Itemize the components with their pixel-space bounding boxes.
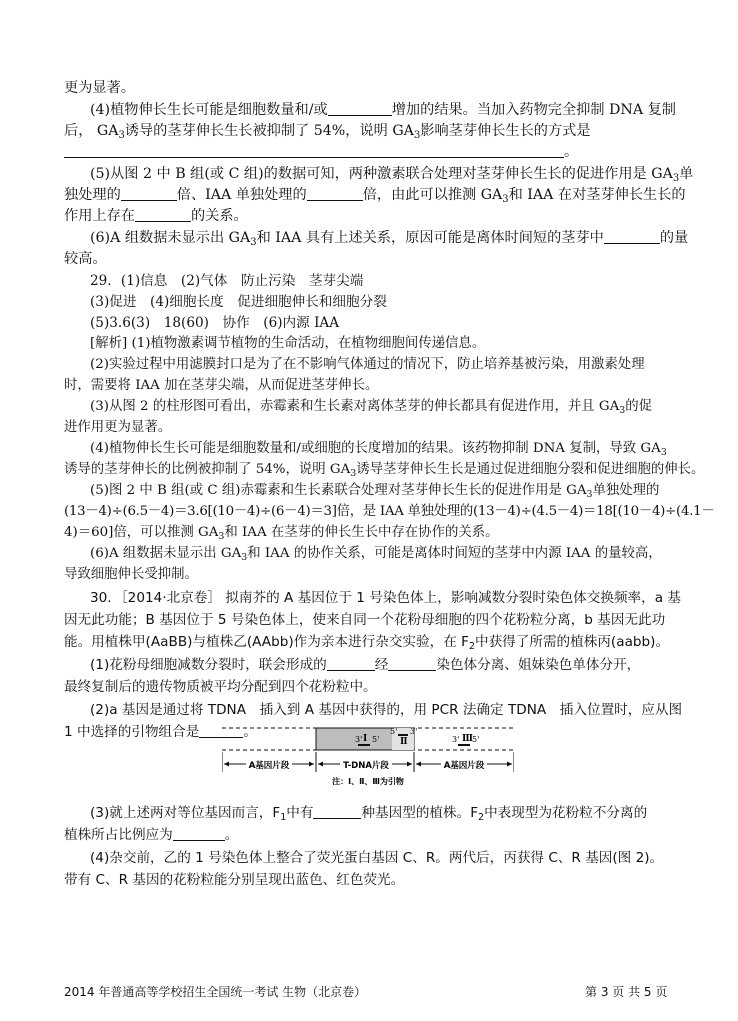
label-tdna: T-DNA片段 <box>343 761 389 771</box>
explanation-line: 4)＝60]倍，可以推测 $GA_3$和 IAA 在茎芽的伸长生长中存在协作的关系。 <box>64 525 499 542</box>
answer-blank <box>173 826 225 841</box>
footer-page-number: 第 3 页 共 5 页 <box>585 985 668 999</box>
answer-blank <box>604 229 660 244</box>
question-30-3: (3)就上述两对等位基因而言，$F_1$中有 种基因型的植株。$F_2$中表现型为花粉粒不分离的 <box>90 805 648 823</box>
answer-29-line: 29．(1)信息 (2)气体 防止污染 茎芽尖端 <box>90 273 364 289</box>
text-line: 较高。 <box>64 251 107 267</box>
primer-2-label: Ⅱ <box>400 737 408 747</box>
question-28-4: (4)植物伸长生长可能是细胞数量和/或 增加的结果。当加入药物完全抑制 DNA 复制 <box>90 102 676 118</box>
question-30-stem: 能。用植株甲(AaBB)与植株乙(AAbb)作为亲本进行杂交实验，在 $F_2$中获得了所需的植株丙(aabb)。 <box>64 634 670 652</box>
label-a-gene-left: A基因片段 <box>248 761 290 771</box>
explanation-line: (6)A 组数据未显示出 $GA_3$和 IAA 的协作关系，可能是离体时间短的茎芽中内源 IAA 的量较高， <box>90 546 662 563</box>
text-line: 1 中选择的引物组合是 。 <box>64 724 257 740</box>
explanation-line: 时，需要将 IAA 加在茎芽尖端，从而促进茎芽伸长。 <box>64 378 379 393</box>
question-30-stem: 30．［2014·北京卷］ 拟南芥的 A 基因位于 1 号染色体上，影响减数分裂时染色体交换频率，a 基 <box>90 590 681 606</box>
text-line: 。 <box>64 142 676 162</box>
explanation-line: (2)实验过程中用滤膜封口是为了在不影响气体通过的情况下，防止培养基被污染，用激素处理 <box>90 357 645 372</box>
question-30-1: (1)花粉母细胞减数分裂时，联会形成的 经 染色体分离、姐妹染色单体分开， <box>90 657 641 673</box>
primer-1-label: Ⅰ <box>363 734 368 744</box>
question-28-5: (5)从图 2 中 B 组(或 C 组)的数据可知，两种激素联合处理对茎芽伸长生长的促进作用是 $GA_3$单 <box>90 166 694 184</box>
svg-text:5': 5' <box>390 727 398 736</box>
label-a-gene-right: A基因片段 <box>443 761 485 771</box>
explanation-line: (13－4)÷(6.5－4)＝3.6[(10－4)÷(6－4)＝3]倍，是 IAA 单独处理的(13－4)÷(4.5－4)＝18[(10－4)÷(4.1－ <box>64 504 715 519</box>
svg-text:3': 3' <box>355 735 363 744</box>
answer-blank <box>328 101 392 116</box>
svg-text:5': 5' <box>472 735 480 744</box>
question-30-2: (2)a 基因是通过将 TDNA 插入到 A 基因中获得的，用 PCR 法确定 TDNA 插入位置时，应从图 <box>90 702 683 718</box>
text-line: 更为显著。 <box>64 80 135 96</box>
explanation-line: (5)图 2 中 B 组(或 C 组)赤霉素和生长素联合处理对茎芽伸长生长的促进作用是 $GA_3$单独处理的 <box>90 483 660 500</box>
answer-blank <box>313 804 361 819</box>
text-line: 作用上存在 的关系。 <box>64 208 248 224</box>
explanation-line: 导致细胞伸长受抑制。 <box>64 567 198 582</box>
question-30-stem: 因无此功能；B 基因位于 5 号染色体上，使来自同一个花粉母细胞的四个花粉粒分离，b 基因无此功 <box>64 612 666 628</box>
text-line: 后， $GA_3$诱导的茎芽伸长生长被抑制了 54%，说明 $GA_3$影响茎芽伸长生长的方式是 <box>64 123 591 141</box>
text-line: 带有 C、R 基因的花粉粒能分别呈现出蓝色、红色荧光。 <box>64 872 405 888</box>
footer-exam-title: 2014 年普通高等学校招生全国统一考试 生物（北京卷） <box>64 985 367 999</box>
text-line: 植株所占比例应为 。 <box>64 827 239 843</box>
explanation-line: 进作用更为显著。 <box>64 420 172 435</box>
figure-caption: 注：Ⅰ、Ⅱ、Ⅲ为引物 <box>332 777 404 786</box>
explanation-line: 诱导的茎芽伸长的比例被抑制了 54%，说明 $GA_3$诱导茎芽伸长生长是通过促进细胞分裂和促进细胞的伸长。 <box>64 462 705 479</box>
primer-3-label: Ⅲ <box>462 734 473 744</box>
figure-1-primer-diagram <box>222 722 514 792</box>
answer-blank <box>121 186 177 201</box>
answer-blank <box>388 656 436 671</box>
explanation-line: [解析] (1)植物激素调节植物的生命活动，在植物细胞间传递信息。 <box>90 336 486 351</box>
answer-blank <box>327 656 375 671</box>
explanation-line: (3)从图 2 的柱形图可看出，赤霉素和生长素对离体茎芽的伸长都具有促进作用，并且 $GA_3$的促 <box>90 399 653 416</box>
svg-text:3': 3' <box>410 727 418 736</box>
question-28-6: (6)A 组数据未显示出 $GA_3$和 IAA 具有上述关系，原因可能是离体时间短的茎芽中 的量 <box>90 230 689 248</box>
explanation-line: (4)植物伸长生长可能是细胞数量和/或细胞的长度增加的结果。该药物抑制 DNA 复制，导致 $GA_3$ <box>90 441 667 458</box>
answer-29-line: (3)促进 (4)细胞长度 促进细胞伸长和细胞分裂 <box>90 294 387 310</box>
text-line: 独处理的 倍、IAA 单独处理的 倍，由此可以推测 $GA_3$和 IAA 在对茎芽伸长生长的 <box>64 187 686 205</box>
question-30-4: (4)杂交前，乙的 1 号染色体上整合了荧光蛋白基因 C、R。两代后，丙获得 C、R 基因(图 2)。 <box>90 850 664 866</box>
answer-blank <box>64 143 564 158</box>
text-line: 最终复制后的遗传物质被平均分配到四个花粉粒中。 <box>64 679 377 695</box>
answer-29-line: (5)3.6(3) 18(60) 协作 (6)内源 IAA <box>90 315 340 331</box>
svg-text:3': 3' <box>452 735 460 744</box>
answer-blank <box>135 207 191 222</box>
svg-text:5': 5' <box>372 735 380 744</box>
answer-blank <box>307 186 363 201</box>
